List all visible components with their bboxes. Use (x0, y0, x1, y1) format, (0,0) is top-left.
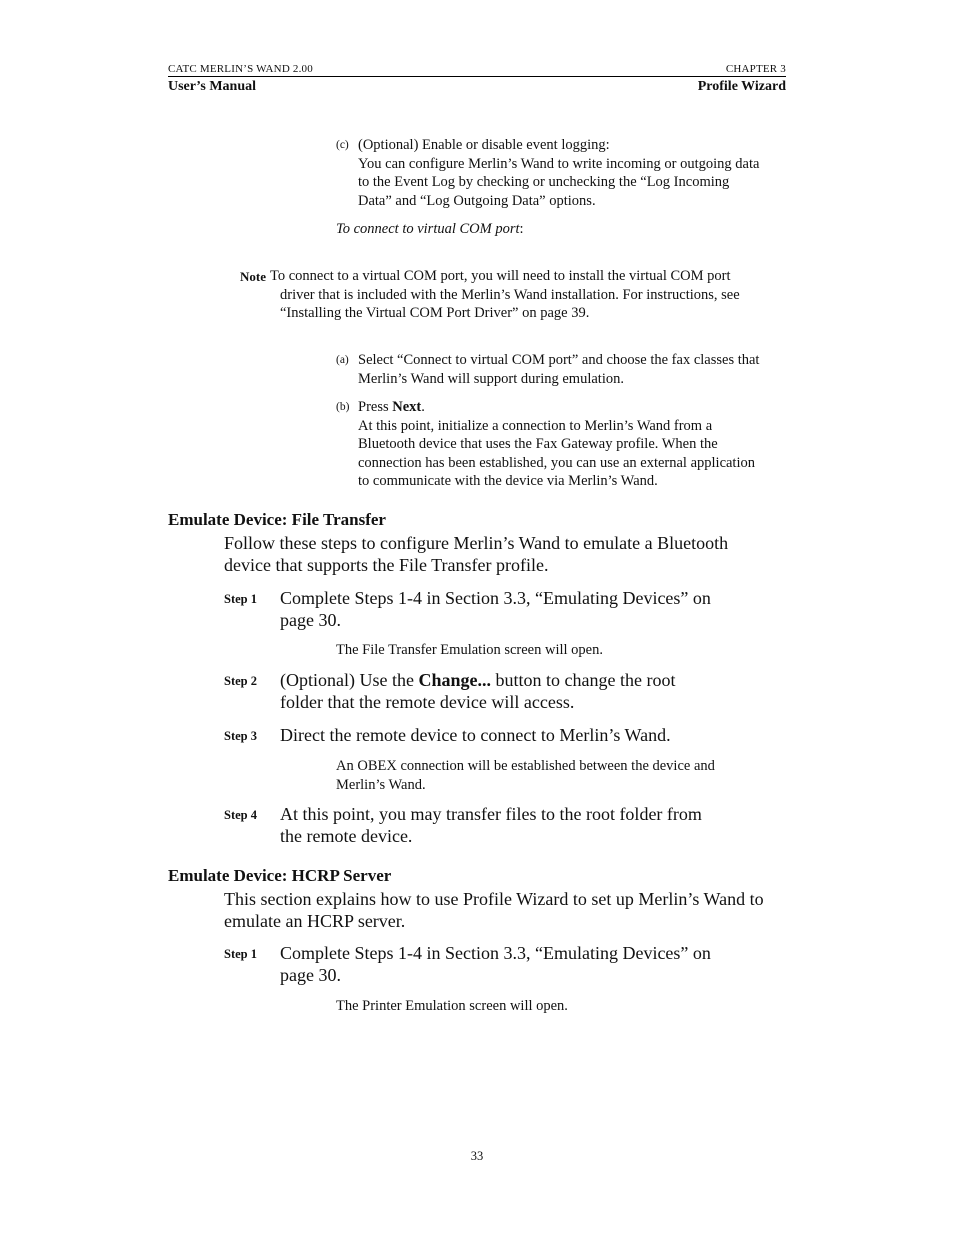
hcrp-step-1-text (280, 942, 711, 986)
step2-post: button to change the root (490, 670, 676, 690)
header-section: Profile Wizard (697, 79, 786, 94)
ft-step-1-label: Step 1 (224, 592, 257, 606)
connect-heading-text: To connect to virtual COM port (336, 221, 520, 237)
page-number: 33 (470, 1149, 484, 1163)
item-b-line-1 (358, 398, 755, 417)
item-c-line: (Optional) Enable or disable event logging: (358, 137, 610, 153)
step-line: page 30. (280, 965, 341, 985)
item-a-line: Merlin’s Wand will support during emulation. (358, 370, 624, 387)
item-c-line: You can configure Merlin’s Wand to write incoming or outgoing data (358, 155, 760, 172)
item-b-line: At this point, initialize a connection to Merlin’s Wand from a (358, 417, 713, 434)
ft-step-3-note (336, 757, 715, 794)
item-b-label: (b) (336, 401, 350, 413)
item-a-line: Select “Connect to virtual COM port” and choose the fax classes that (358, 352, 760, 368)
hcrp-step-1-label: Step 1 (224, 947, 257, 961)
step-line: page 30. (280, 610, 341, 630)
item-b-line: Bluetooth device that uses the Fax Gateway profile. When the (358, 436, 718, 453)
intro-line: emulate an HCRP server. (224, 911, 406, 931)
step-line: At this point, you may transfer files to the root folder from (280, 804, 702, 824)
ft-step-1-text (280, 587, 711, 631)
item-b-press: Press (358, 399, 393, 415)
note-line-3: “Installing the Virtual COM Port Driver” on page 39. (280, 305, 590, 321)
step2-pre: (Optional) Use the (280, 670, 419, 690)
note-line: Merlin’s Wand. (336, 776, 426, 793)
connect-virtual-com-heading (336, 220, 524, 239)
item-a-text (358, 351, 759, 388)
item-b-text (358, 398, 755, 491)
connect-heading-colon: : (519, 221, 524, 237)
intro-line: Follow these steps to configure Merlin’s Wand to emulate a Bluetooth (224, 533, 729, 553)
ft-step-4-text (280, 803, 702, 847)
item-c-label: (c) (336, 139, 349, 151)
item-b-period: . (421, 399, 425, 415)
step-line: the remote device. (280, 826, 413, 846)
section-title-file-transfer: Emulate Device: File Transfer (168, 510, 386, 529)
next-keyword: Next (392, 399, 422, 415)
note-line-1: To connect to a virtual COM port, you will need to install the virtual COM port (270, 268, 731, 284)
note-line-2: driver that is included with the Merlin’s Wand installation. For instructions, see (280, 287, 740, 303)
section-title-hcrp: Emulate Device: HCRP Server (168, 866, 392, 885)
item-c-text (358, 136, 759, 210)
intro-line: This section explains how to use Profile Wizard to set up Merlin’s Wand to (224, 889, 764, 909)
header-chapter: CHAPTER 3 (725, 63, 786, 75)
hcrp-step-1-note: The Printer Emulation screen will open. (336, 998, 568, 1014)
note-label: Note (240, 269, 266, 284)
item-a-label: (a) (336, 354, 349, 366)
step-line: folder that the remote device will access. (280, 692, 575, 712)
ft-step-3-label: Step 3 (224, 729, 257, 743)
ft-step-3-text: Direct the remote device to connect to Merlin’s Wand. (280, 725, 671, 745)
step-line: Complete Steps 1-4 in Section 3.3, “Emulating Devices” on (280, 588, 711, 608)
item-c-line: to the Event Log by checking or unchecking the “Log Incoming (358, 174, 730, 191)
header-rule (168, 76, 786, 77)
item-b-line: to communicate with the device via Merlin’s Wand. (358, 473, 658, 490)
change-button-name: Change... (418, 670, 491, 690)
file-transfer-intro (224, 532, 728, 576)
ft-step-4-label: Step 4 (224, 808, 257, 822)
ft-step-2-text (280, 669, 675, 713)
ft-step-2-label: Step 2 (224, 674, 257, 688)
item-c-line: Data” and “Log Outgoing Data” options. (358, 192, 596, 209)
header-doc-title: CATC MERLIN’S WAND 2.00 (168, 63, 313, 75)
item-b-line: connection has been established, you can use an external application (358, 454, 755, 471)
ft-step-1-note: The File Transfer Emulation screen will open. (336, 642, 603, 658)
step-line: Complete Steps 1-4 in Section 3.3, “Emulating Devices” on (280, 943, 711, 963)
header-manual: User’s Manual (168, 79, 257, 94)
note-line: An OBEX connection will be established between the device and (336, 758, 715, 774)
intro-line: device that supports the File Transfer profile. (224, 555, 549, 575)
hcrp-intro (224, 888, 764, 932)
step-line (280, 669, 675, 691)
